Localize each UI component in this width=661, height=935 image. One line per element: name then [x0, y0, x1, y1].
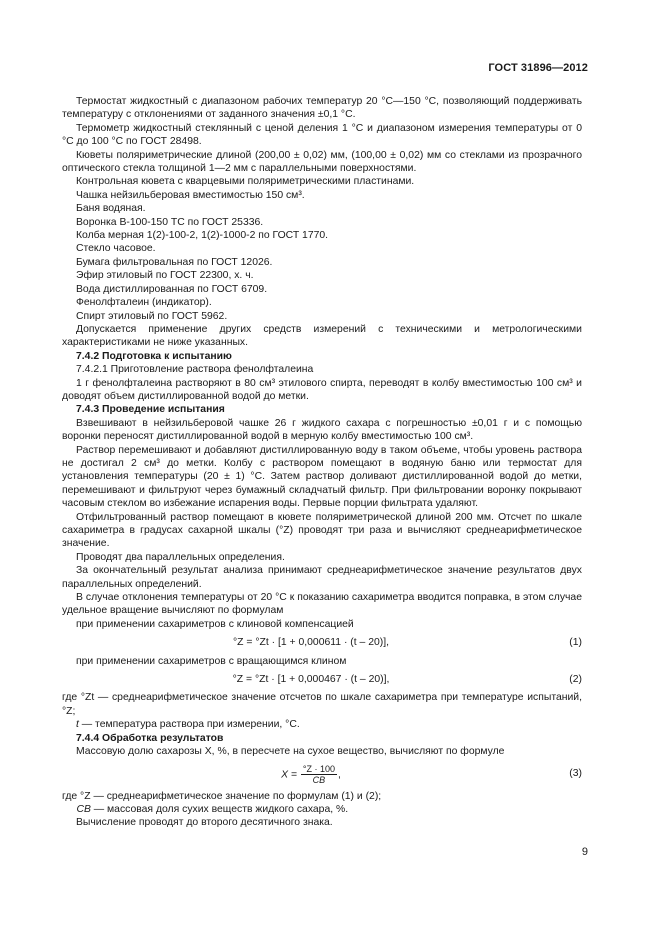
paragraph: Контрольная кювета с кварцевыми поляриметрическими пластинами. — [76, 176, 415, 188]
where-symbol: °Zt — [80, 692, 95, 704]
paragraph: 7.4.2.1 Приготовление раствора фенолфталеина — [76, 364, 314, 376]
page-content — [62, 95, 582, 830]
paragraph: Массовую долю сахарозы X, %, в пересчете на сухое вещество, вычисляют по формуле — [76, 746, 505, 758]
formula-number: (3) — [569, 768, 582, 780]
formula-number: (2) — [569, 674, 582, 686]
paragraph: Термостат жидкостный с диапазоном рабочих температур 20 °С—150 °С, позволяющий поддерживать температуру с отклонениями от заданного значения ±0,1 °С. — [62, 96, 582, 121]
paragraph: Баня водяная. — [76, 203, 146, 215]
paragraph: За окончательный результат анализа принимают среднеарифметическое значение результатов двух параллельных определений. — [62, 565, 582, 590]
paragraph: при применении сахариметров с клиновой компенсацией — [76, 618, 354, 630]
paragraph: Проводят два параллельных определения. — [76, 551, 285, 563]
section-heading-7-4-2: 7.4.2 Подготовка к испытанию — [76, 350, 232, 362]
paragraph: Взвешивают в нейзильберовой чашке 26 г жидкого сахара с погрешностью ±0,01 г и с помощью воронки переносят дистиллированной водой в мерную колбу вместимостью 100 см³. — [62, 417, 582, 443]
formula-expression — [62, 764, 560, 785]
paragraph: Вычисление проводят до второго десятичного знака. — [76, 817, 333, 829]
formula-lhs: X = — [281, 768, 297, 780]
paragraph: В случае отклонения температуры от 20 °С к показанию сахариметра вводится поправка, в этом случае удельное вращение вычисляют по формулам — [62, 592, 582, 617]
where-symbol: СВ — [76, 803, 91, 815]
paragraph: Отфильтрованный раствор помещают в кювете поляриметрической длиной 200 мм. Отсчет по шкале сахариметра в градусах сахарной шкалы (°Z) проводят три раза и вычисляют среднеарифметическое значение. — [62, 511, 582, 550]
paragraph: Фенолфталеин (индикатор). — [76, 297, 212, 309]
fraction-denominator: СВ — [312, 774, 326, 785]
paragraph: Кюветы поляриметрические длиной (200,00 ± 0,02) мм, (100,00 ± 0,02) мм со стеклами из прозрачного оптического стекла толщиной 1—2 мм с параллельными поверхностями. — [62, 149, 582, 175]
where-symbol: t — [76, 719, 79, 731]
formula-tail: , — [338, 768, 341, 780]
paragraph: Вода дистиллированная по ГОСТ 6709. — [76, 283, 268, 295]
document-code: ГОСТ 31896—2012 — [488, 62, 588, 74]
formula-expression: °Z = °Zt · [1 + 0,000467 · (t – 20)], — [232, 674, 390, 686]
paragraph: Воронка В-100-150 ТС по ГОСТ 25336. — [76, 216, 264, 228]
where-item: где °Z — среднеарифметическое значение по формулам (1) и (2); — [62, 790, 382, 802]
paragraph: Допускается применение других средств измерений с техническими и метрологическими характеристиками не ниже указанных. — [62, 323, 582, 349]
fraction-numerator: °Z · 100 — [302, 763, 335, 774]
paragraph: 1 г фенолфталеина растворяют в 80 см³ этилового спирта, переводят в колбу вместимостью 100 см³ и доводят объем дистиллированной водой до метки. — [62, 377, 582, 402]
section-heading-7-4-3: 7.4.3 Проведение испытания — [76, 404, 225, 416]
paragraph: Термометр жидкостный стеклянный с ценой деления 1 °С и диапазоном измерения температуры от 0 °С до 100 °С по ГОСТ 28498. — [62, 122, 582, 148]
where-item — [62, 803, 582, 816]
where-text: — среднеарифметическое значение отсчетов по шкале сахариметра при температуре испытаний, °Z; — [62, 692, 582, 717]
where-item — [62, 718, 582, 731]
where-item: где °Zt — среднеарифметическое значение отсчетов по шкале сахариметра при температуре испытаний, °Z; — [62, 692, 582, 717]
formula-2 — [62, 673, 582, 686]
section-heading-7-4-4: 7.4.4 Обработка результатов — [76, 732, 224, 744]
paragraph: Бумага фильтровальная по ГОСТ 12026. — [76, 256, 273, 268]
formula-3 — [62, 764, 582, 785]
paragraph: Чашка нейзильберовая вместимостью 150 см³. — [76, 189, 305, 201]
paragraph: при применении сахариметров с вращающимся клином — [76, 655, 347, 667]
paragraph: Спирт этиловый по ГОСТ 5962. — [76, 310, 228, 322]
paragraph: Раствор перемешивают и добавляют дистиллированную воду в таком объеме, чтобы уровень раствора не достигал 2 см³ до метки. Колбу с раствором помещают в водяную баню или термостат для установления температуры (20 ± 1) °С. Затем раствор доливают дистиллированной водой до метки, перемешивают и фильтруют через бумажный складчатый фильтр. При фильтровании воронку покрывают часовым стеклом во избежание испарения воды. Первые порции фильтрата удаляют. — [62, 444, 582, 510]
where-text: — температура раствора при измерении, °С. — [81, 719, 300, 731]
fraction — [301, 764, 337, 785]
paragraph: Эфир этиловый по ГОСТ 22300, х. ч. — [76, 270, 254, 282]
formula-number: (1) — [569, 637, 582, 649]
page-number: 9 — [581, 846, 588, 858]
formula-1 — [62, 636, 582, 649]
paragraph: Стекло часовое. — [76, 243, 156, 255]
where-text: — массовая доля сухих веществ жидкого сахара, %. — [93, 803, 349, 815]
formula-expression: °Z = °Zt · [1 + 0,000611 · (t – 20)], — [233, 637, 389, 649]
paragraph: Колба мерная 1(2)-100-2, 1(2)-1000-2 по ГОСТ 1770. — [76, 230, 329, 242]
